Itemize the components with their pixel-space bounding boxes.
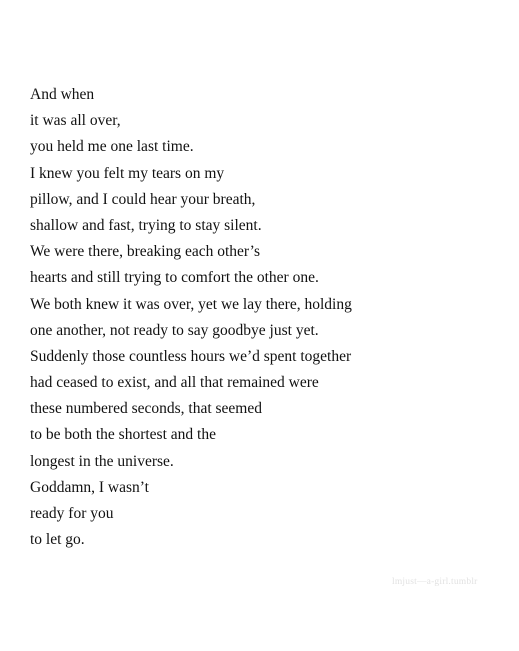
poem-line-17: ready for you [30,505,114,522]
poem-line-18: to let go. [30,531,85,549]
poem-line-2: it was all over, [30,112,121,130]
poem-line-11: Suddenly those countless hours we’d spent together [30,347,352,365]
poem-line-13: these numbered seconds, that seemed [30,400,262,418]
poem-line-15: longest in the universe. [30,452,174,470]
poem-line-9: We both knew it was over, yet we lay there, holding [30,295,352,313]
poem-line-5: pillow, and I could hear your breath, [30,190,256,208]
poem-text [30,82,352,553]
poem-line-10: one another, not ready to say goodbye just yet. [30,321,319,339]
poem-line-14: to be both the shortest and the [30,426,216,444]
poem-line-4: I knew you felt my tears on my [30,164,225,182]
poem-line-6: shallow and fast, trying to stay silent. [30,216,262,234]
poem-line-16: Goddamn, I wasn’t [30,478,149,496]
watermark: lmjust—a-girl.tumblr [392,577,478,587]
poem-line-12: had ceased to exist, and all that remained were [30,374,319,392]
poem-line-3: you held me one last time. [30,138,194,156]
poem-line-1: And when [30,86,95,103]
poem-line-8: hearts and still trying to comfort the other one. [30,269,319,287]
poem-line-7: We were there, breaking each other’s [30,243,260,261]
